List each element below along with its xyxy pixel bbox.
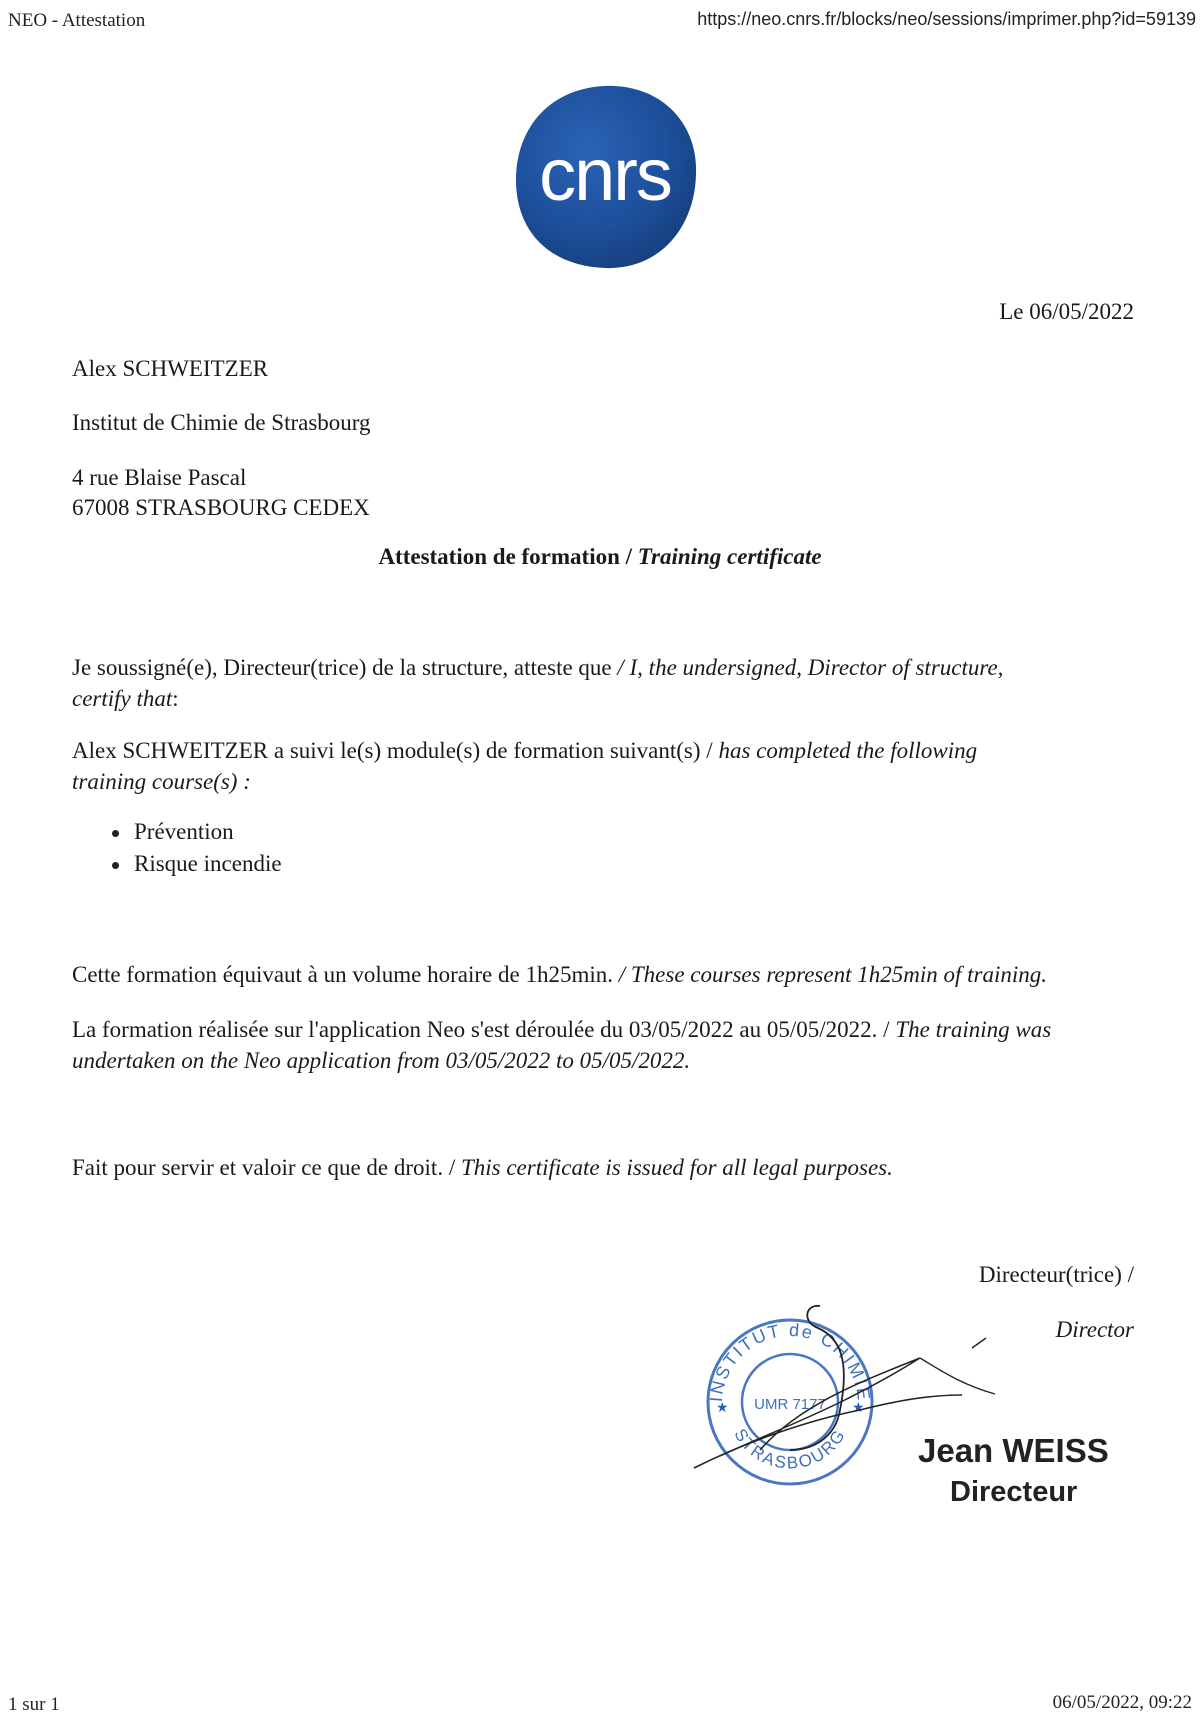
course-list xyxy=(112,816,282,880)
title-fr: Attestation de formation / xyxy=(378,544,633,569)
stamp-top-text: INSTITUT de CHIMIE xyxy=(705,1319,875,1403)
p4-en-2: undertaken on the Neo application from 03/05/2022 to 05/05/2022. xyxy=(72,1048,691,1073)
paragraph-legal xyxy=(72,1152,1172,1183)
letter-date: Le 06/05/2022 xyxy=(999,299,1134,324)
signatory-title: Directeur xyxy=(950,1476,1078,1508)
print-datetime: 06/05/2022, 09:22 xyxy=(1052,1692,1192,1713)
paragraph-certify xyxy=(72,652,1132,714)
stamp-bottom-text: STRASBOURG xyxy=(730,1425,850,1473)
signatory-name: Jean WEISS xyxy=(918,1432,1109,1469)
p1-en-2: certify that xyxy=(72,686,173,711)
recipient-street: 4 rue Blaise Pascal xyxy=(72,465,247,490)
p5-en: This certificate is issued for all legal purposes. xyxy=(460,1155,893,1180)
p2-en: has completed the following xyxy=(718,738,978,763)
recipient-institute: Institut de Chimie de Strasbourg xyxy=(72,410,371,435)
p5-fr: Fait pour servir et valoir ce que de droit. / xyxy=(72,1155,456,1180)
p4-en: The training was xyxy=(895,1017,1052,1042)
p1-en: / I, the undersigned, Director of structure, xyxy=(617,655,1004,680)
p2-fr: Alex SCHWEITZER a suivi le(s) module(s) de formation suivant(s) / xyxy=(72,738,713,763)
list-item: Prévention xyxy=(112,816,282,848)
document-title xyxy=(0,544,1200,570)
page-url: https://neo.cnrs.fr/blocks/neo/sessions/imprimer.php?id=59139 xyxy=(697,9,1196,29)
logo-text: cnrs xyxy=(539,133,671,216)
recipient-name: Alex SCHWEITZER xyxy=(72,356,269,381)
p2-en-2: training course(s) : xyxy=(72,769,251,794)
paragraph-completed xyxy=(72,735,1132,797)
p1-colon: : xyxy=(172,686,179,711)
p3-en: / These courses represent 1h25min of training. xyxy=(618,962,1047,987)
recipient-city: 67008 STRASBOURG CEDEX xyxy=(72,495,370,520)
stamp-star-right-icon: ★ xyxy=(852,1401,865,1416)
signatory-role-fr: Directeur(trice) / xyxy=(978,1262,1134,1287)
p4-fr: La formation réalisée sur l'application Neo s'est déroulée du 03/05/2022 au 05/05/2022. / xyxy=(72,1017,890,1042)
signatory-role-en: Director xyxy=(1055,1317,1134,1342)
page-number: 1 sur 1 xyxy=(8,1694,60,1715)
list-item: Risque incendie xyxy=(112,848,282,880)
p3-fr: Cette formation équivaut à un volume horaire de 1h25min. xyxy=(72,962,613,987)
title-en: Training certificate xyxy=(637,544,822,569)
browser-page-title: NEO - Attestation xyxy=(8,10,146,31)
stamp-star-left-icon: ★ xyxy=(716,1401,729,1416)
p1-fr: Je soussigné(e), Directeur(trice) de la structure, atteste que xyxy=(72,655,612,680)
paragraph-dates xyxy=(72,1014,1172,1076)
stamp-center-text: UMR 7177 xyxy=(754,1396,826,1413)
cnrs-logo xyxy=(510,82,700,272)
paragraph-duration xyxy=(72,959,1172,990)
